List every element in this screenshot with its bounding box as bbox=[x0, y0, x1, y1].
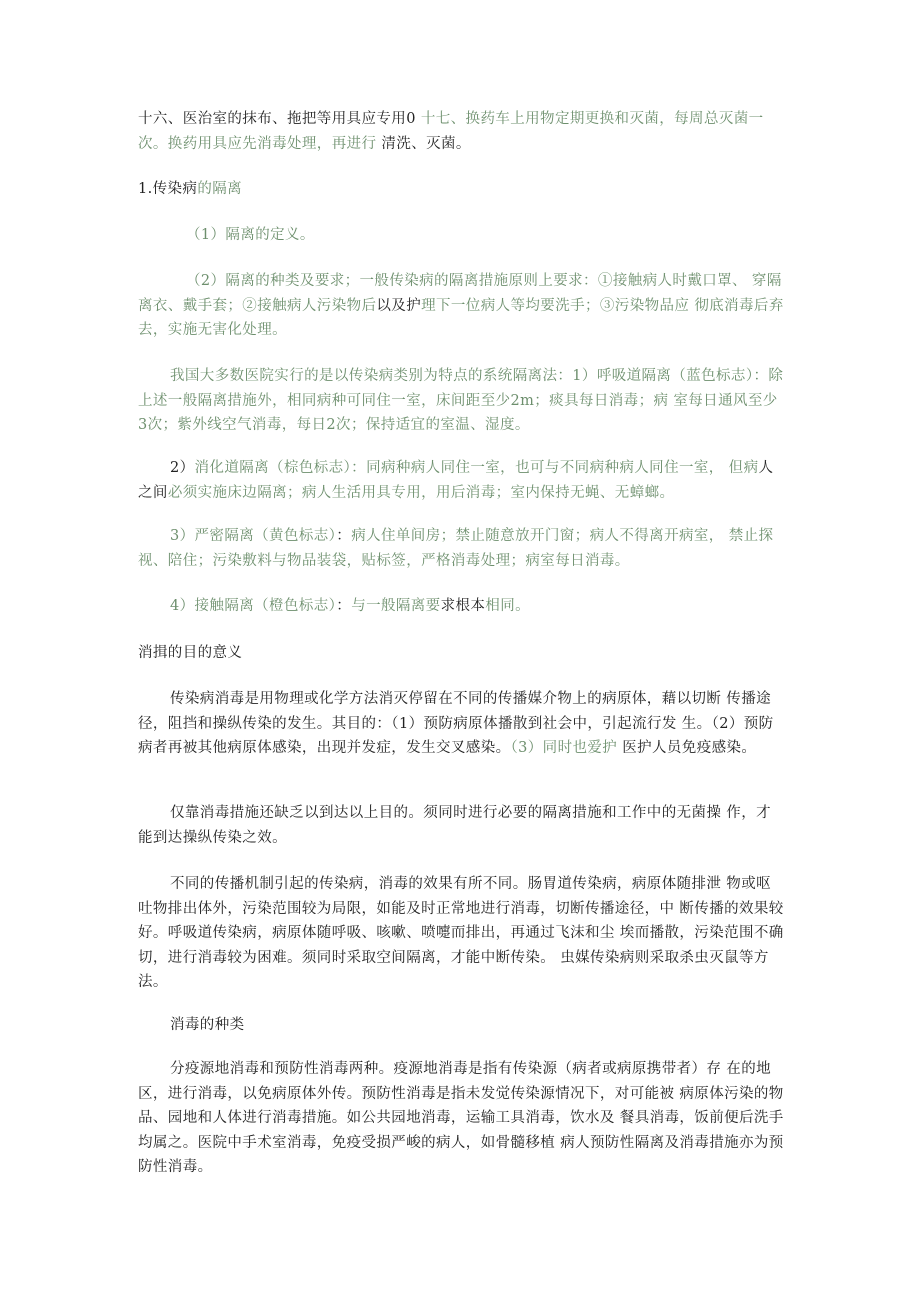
paragraph-insufficient-disinfection: 仅靠消毒措施还缺乏以到达以上目的。须同时进行必要的隔离措施和工作中的无菌操 作，才能到达操纵传染之效。 bbox=[138, 805, 772, 846]
paragraph-strict-isolation: 3）严密隔离（黄色标志）：病人住单间房；禁止随意放开门窗；病人不得离开病室， 禁止探视、陪住；污染敷料与物品装袋，贴标签，严格消毒处理；病室每日消毒。 bbox=[138, 528, 774, 569]
paragraph-respiratory-isolation: 我国大多数医院实行的是以传染病类别为特点的系统隔离法：1）呼吸道隔离（蓝色标志）：除上述一般隔离措施外，相同病种可同住一室，床间距至少2m；痰具每日消毒；病 室每日通风至少3次；紫外线空气消毒，每日2次；保持适宜的室温、湿度。 bbox=[138, 368, 784, 433]
paragraph-contact-isolation: 4）接触隔离（橙色标志）：与一般隔离要求根本相同。 bbox=[170, 598, 530, 614]
paragraph-transmission-mechanisms: 不同的传播机制引起的传染病，消毒的效果有所不同。肠胃道传染病，病原体随排泄 物或呕吐物排出体外，污染范围较为局限，如能及时正常地进行消毒，切断传播途径，中 断传播的效果较好。呼吸道传染病，病原体随呼吸、咳嗽、喷嚏而排出，再通过飞沫和尘 埃而播散，污染范围不确切，进行消毒较为困难。须同时采取空间隔离，才能中断传染。 虫媒传染病则采取杀虫灭鼠等方法。 bbox=[138, 876, 784, 990]
paragraph-isolation-definition: （1）隔离的定义。 bbox=[186, 227, 315, 243]
paragraph-disinfection-types: 分疫源地消毒和预防性消毒两种。疫源地消毒是指有传染源（病者或病原携带者）存 在的地区，进行消毒，以免病原体外传。预防性消毒是指未发觉传染源情况下，对可能被 病原体污染的物品、园地和人体进行消毒措施。如公共园地消毒，运输工具消毒，饮水及 餐具消毒，饭前便后洗手均属之。医院中手术室消毒，免疫受损严峻的病人，如骨髓移植 病人预防性隔离及消毒措施亦为预防性消毒。 bbox=[138, 1061, 784, 1175]
paragraph-digestive-isolation: 2）消化道隔离（棕色标志）：同病种病人同住一室，也可与不同病种病人同住一室， 但病人之间必须实施床边隔离；病人生活用具专用，用后消毒；室内保持无蝇、无蟑螂。 bbox=[138, 460, 774, 501]
paragraph-cleaning-tools: 十六、医治室的抹布、拖把等用具应专用0 十七、换药车上用物定期更换和灭菌，每周总灭菌一次。换药用具应先消毒处理，再进行 清洗、灭菌。 bbox=[138, 111, 764, 152]
heading-isolation: 1.传染病的隔离 bbox=[138, 181, 243, 197]
paragraph-isolation-types: （2）隔离的种类及要求；一般传染病的隔离措施原则上要求：①接触病人时戴口罩、 穿隔离衣、戴手套；②接触病人污染物后以及护理下一位病人等均要洗手；③污染物品应 彻底消毒后弃去，实施无害化处理。 bbox=[138, 273, 784, 338]
paragraph-disinfection-purpose: 传染病消毒是用物理或化学方法消灭停留在不同的传播媒介物上的病原体，藉以切断 传播途径，阻挡和操纵传染的发生。其目的：（1）预防病原体播散到社会中，引起流行发 生。（2）预防病者再被其他病原体感染，出现并发症，发生交叉感染。（3）同时也爱护 医护人员免疫感染。 bbox=[138, 691, 774, 756]
heading-disinfection-types: 消毒的种类 bbox=[170, 1017, 245, 1033]
heading-disinfection-purpose: 消揖的目的意义 bbox=[138, 645, 243, 661]
